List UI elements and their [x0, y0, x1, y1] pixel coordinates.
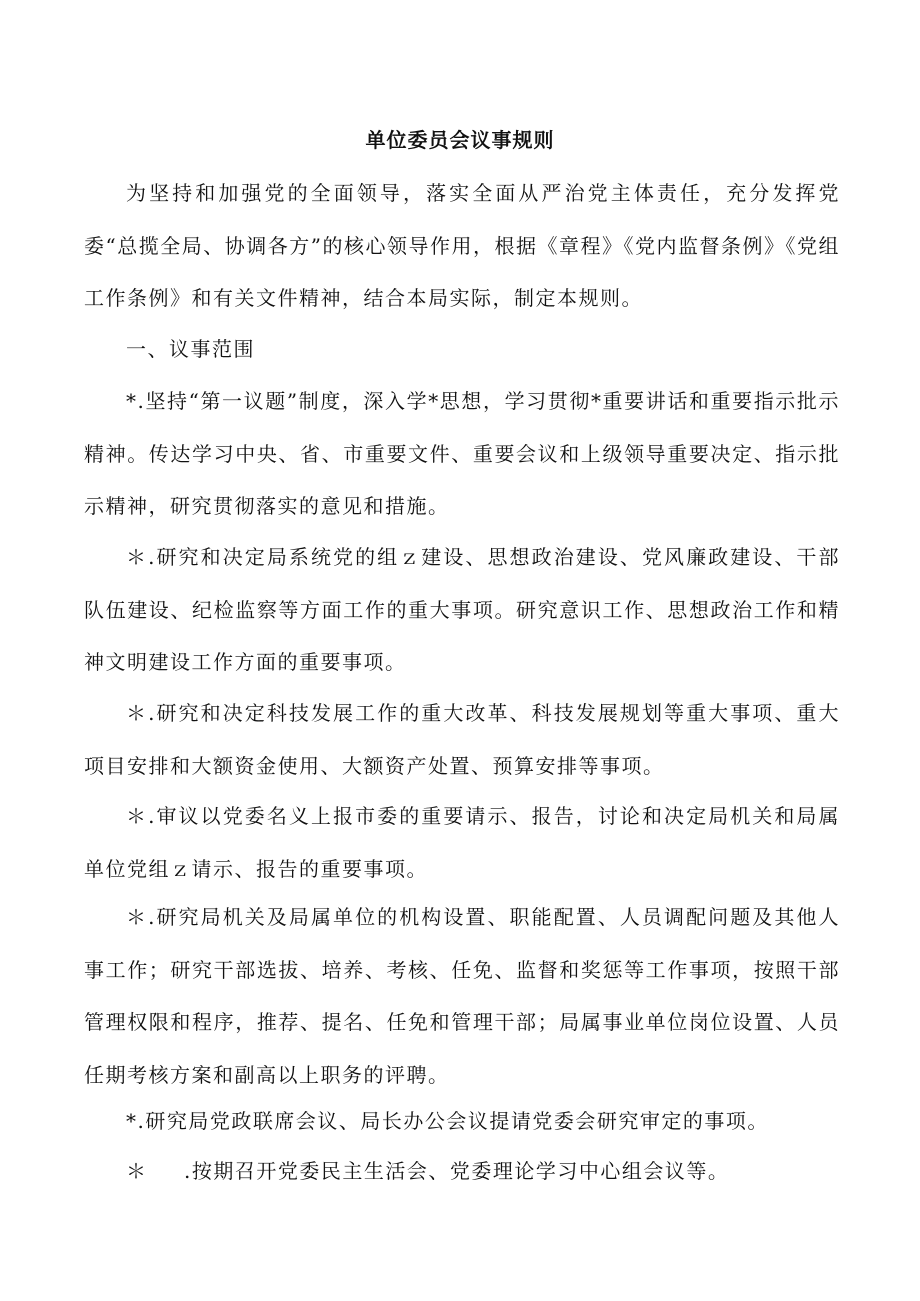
section-heading: 一、议事范围	[126, 337, 255, 361]
intro-paragraph: 为坚持和加强党的全面领导，落实全面从严治党主体责任，充分发挥党委“总揽全局、协调各方”的核心领导作用，根据《章程》《党内监督条例》《党组工作条例》和有关文件精神，结合本局实际，制定本规则。	[84, 181, 840, 310]
rule-item-6: *.研究局党政联席会议、局长办公会议提请党委会研究审定的事项。	[126, 1109, 769, 1133]
rule-item-1: *.坚持“第一议题”制度，深入学*思想，学习贯彻*重要讲话和重要指示批示精神。传达学习中央、省、市重要文件、重要会议和上级领导重要决定、指示批示精神，研究贯彻落实的意见和措施。	[84, 389, 840, 518]
rule-item-3: ＊.研究和决定科技发展工作的重大改革、科技发展规划等重大事项、重大项目安排和大额资金使用、大额资产处置、预算安排等事项。	[84, 701, 840, 778]
rule-item-7-text: .按期召开党委民主生活会、党委理论学习中心组会议等。	[184, 1159, 730, 1183]
rule-item-2: ＊.研究和决定局系统党的组ｚ建设、思想政治建设、党风廉政建设、干部队伍建设、纪检监察等方面工作的重大事项。研究意识工作、思想政治工作和精神文明建设工作方面的重要事项。	[84, 545, 840, 674]
rule-item-7	[126, 1145, 729, 1198]
rule-item-5: ＊.研究局机关及局属单位的机构设置、职能配置、人员调配问题及其他人事工作；研究干部选拔、培养、考核、任免、监督和奖惩等工作事项，按照干部管理权限和程序，推荐、提名、任免和管理干部；局属事业单位岗位设置、人员任期考核方案和副高以上职务的评聘。	[84, 905, 840, 1087]
rule-item-7-marker: ＊	[126, 1159, 148, 1183]
rule-item-4: ＊.审议以党委名义上报市委的重要请示、报告，讨论和决定局机关和局属单位党组ｚ请示、报告的重要事项。	[84, 804, 840, 881]
document-title: 单位委员会议事规则	[365, 128, 555, 152]
